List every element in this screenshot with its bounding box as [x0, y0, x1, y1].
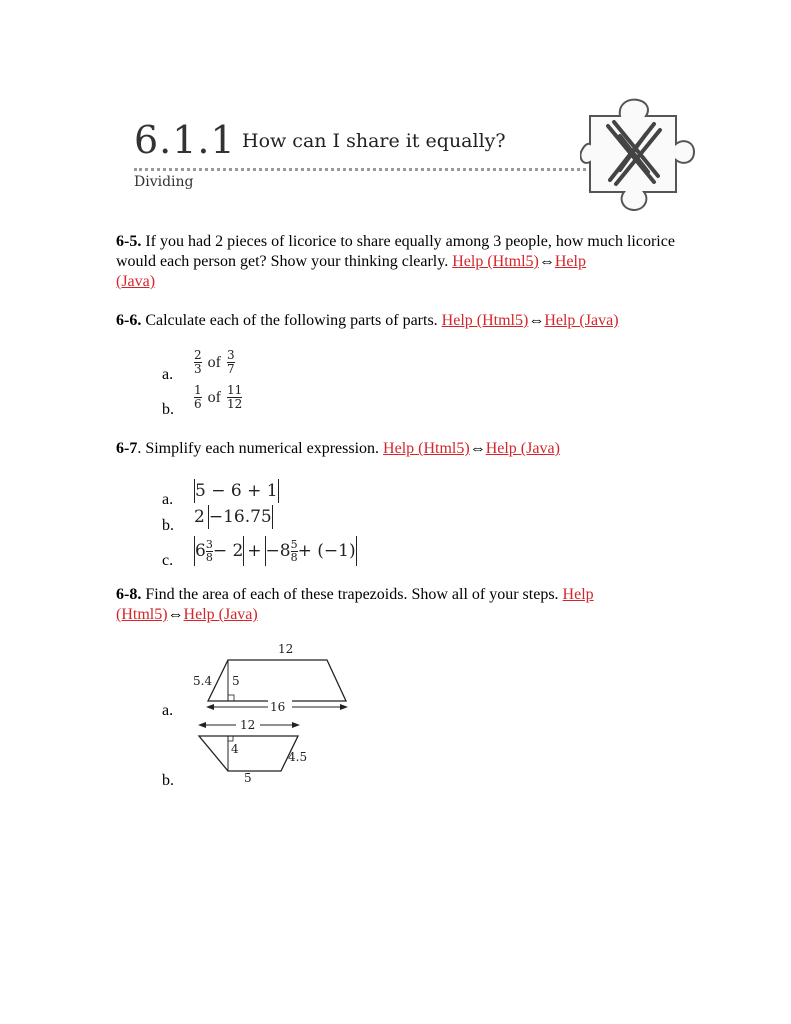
height-label: 5 [232, 674, 240, 688]
fraction-expression-a: $\frac{2}{3}$ of $\frac{3}{7}$ [194, 348, 235, 376]
fraction: $\frac{1}{6}$ [194, 383, 202, 411]
double-arrow-icon: ⇔ [469, 440, 486, 457]
double-arrow-icon: ⇔ [538, 253, 555, 270]
problem-text: Calculate each of the following parts of parts. [145, 312, 438, 329]
help-java-link[interactable]: Help (Java) [116, 253, 586, 290]
absolute-value-expression-b: 2 −16.75 [194, 507, 272, 527]
help-java-link[interactable]: Help (Java) [183, 606, 258, 623]
top-base-label: 12 [278, 642, 294, 656]
slant-side-label: 4.5 [288, 750, 308, 764]
problem-text: . Simplify each numerical expression. [137, 440, 380, 457]
slant-side-label: 5.4 [193, 674, 213, 688]
problem-text: Find the area of each of these trapezoids. Show all of your steps. [145, 586, 559, 603]
puzzle-piece-icon [580, 96, 700, 212]
problem-number: 6-8. [116, 586, 142, 603]
absolute-value-expression-c: $6\frac{3}{8}- 2 + -8\frac{5}{8}+ (-1)$ [194, 536, 357, 566]
part-label: b. [162, 517, 174, 534]
trapezoid-a-diagram [190, 640, 355, 716]
problem-6-7 [116, 439, 701, 459]
fraction: $\frac{11}{12}$ [226, 383, 243, 411]
part-label: b. [162, 772, 174, 789]
part-label: b. [162, 401, 174, 418]
problem-text: If you had 2 pieces of licorice to share equally among 3 people, how much licorice would each person get? Show your thinking clearly. [116, 233, 675, 270]
help-java-link[interactable]: Help (Java) [544, 312, 619, 329]
help-html5-link[interactable]: Help (Html5) [452, 253, 539, 270]
section-number: 6.1.1 [134, 118, 236, 162]
problem-6-5 [116, 232, 701, 292]
problem-number: 6-7 [116, 440, 138, 457]
lesson-subtitle: Dividing [134, 174, 194, 190]
lesson-header [134, 118, 694, 213]
problem-6-6 [116, 311, 701, 331]
help-html5-link[interactable]: Help (Html5) [116, 586, 594, 623]
absolute-value-expression-a: 5 − 6 + 1 [195, 481, 278, 501]
part-label: a. [162, 366, 174, 383]
lesson-title: How can I share it equally? [242, 130, 506, 152]
problem-6-8 [116, 585, 676, 625]
help-html5-link[interactable]: Help (Html5) [383, 440, 470, 457]
dotted-divider [134, 168, 586, 171]
fraction-expression-b: $\frac{1}{6}$ of $\frac{11}{12}$ [194, 383, 243, 411]
bottom-base-label: 16 [270, 700, 286, 714]
part-label: a. [162, 491, 174, 508]
part-label: c. [162, 552, 174, 569]
bottom-base-label: 5 [244, 771, 252, 784]
double-arrow-icon: ⇔ [528, 312, 545, 329]
help-java-link[interactable]: Help (Java) [485, 440, 560, 457]
help-html5-link[interactable]: Help (Html5) [441, 312, 529, 329]
top-base-label: 12 [240, 718, 256, 732]
height-label: 4 [231, 742, 239, 756]
double-arrow-icon: ⇔ [167, 606, 184, 623]
problem-number: 6-6. [116, 312, 142, 329]
fraction: $\frac{3}{7}$ [226, 348, 235, 376]
trapezoid-b-diagram [190, 716, 320, 784]
problem-number: 6-5. [116, 233, 142, 250]
fraction: $\frac{2}{3}$ [194, 348, 202, 376]
part-label: a. [162, 702, 174, 719]
